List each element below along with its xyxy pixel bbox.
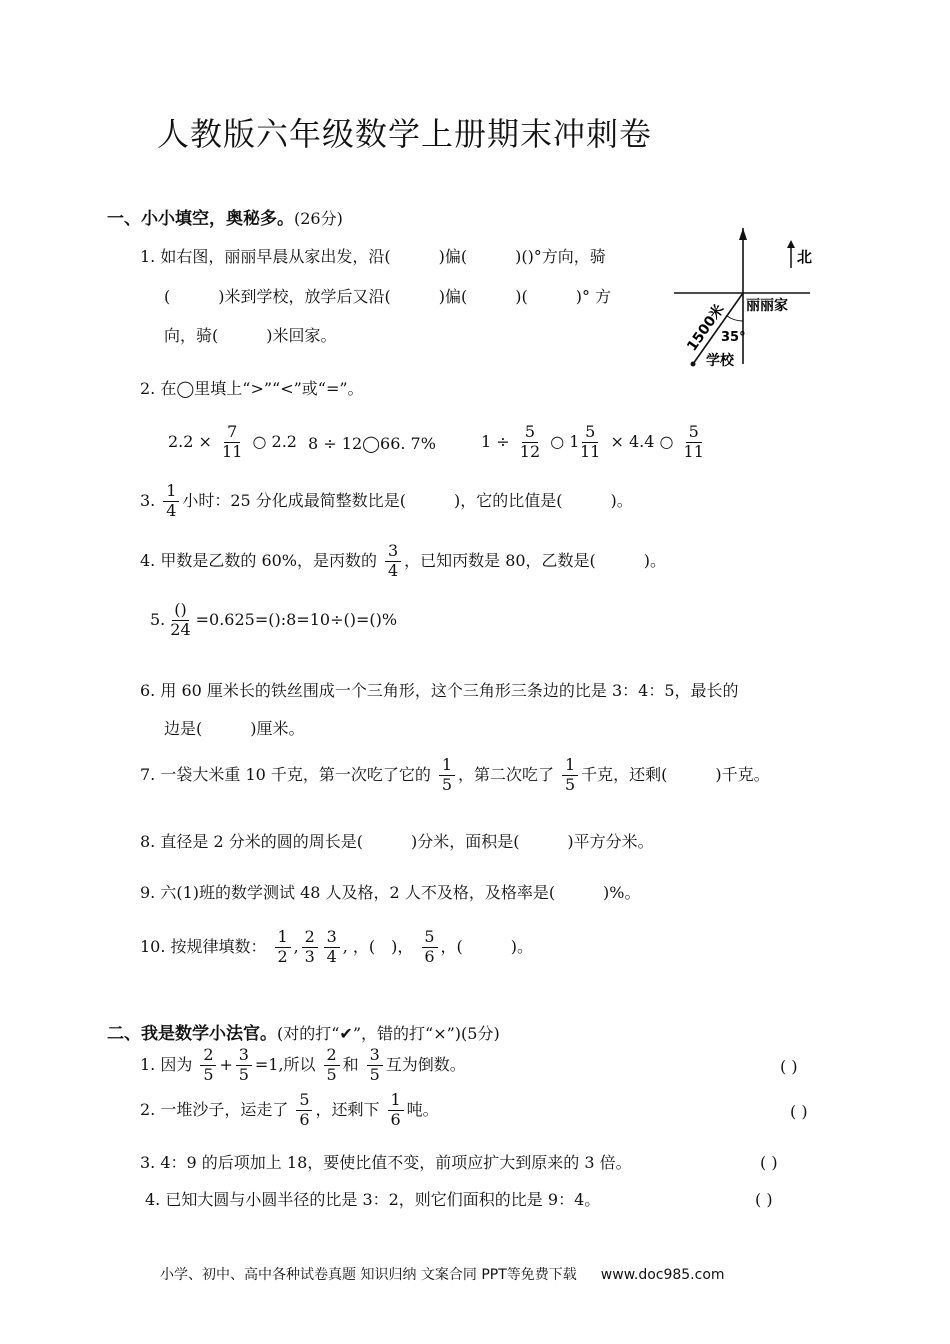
question-4-text-a: 4. 甲数是乙数的 60%，是丙数的 xyxy=(140,550,378,570)
question-1-line-2: ( )米到学校，放学后又沿( )偏( )( )° 方 xyxy=(164,287,612,306)
judge-question-4: 4. 已知大圆与小圆半径的比是 3：2，则它们面积的比是 9：4。 xyxy=(145,1190,601,1209)
question-10-text-c: ，( )。 xyxy=(440,936,533,956)
judge-1-text-b: =1,所以 xyxy=(254,1054,316,1074)
judge-3-answer-box[interactable]: ( ) xyxy=(760,1153,778,1172)
fraction-1-6: $\frac{1}{6}$ xyxy=(388,1092,404,1129)
section-1-heading xyxy=(107,211,343,228)
fraction-3-4-seq: $\frac{3}{4}$ xyxy=(324,929,340,966)
judge-1-answer-box[interactable]: ( ) xyxy=(780,1057,798,1076)
question-6-line-2: 边是( )厘米。 xyxy=(164,719,305,738)
question-3-number: 3. xyxy=(140,490,156,510)
judge-question-3: 3. 4：9 的后项加上 18，要使比值不变，前项应扩大到原来的 3 倍。 xyxy=(140,1153,632,1172)
north-arrowhead-icon xyxy=(787,240,795,248)
fraction-5-11-b: $\frac{5}{11}$ xyxy=(683,422,704,461)
question-7-text-b: ，第二次吃了 xyxy=(457,764,554,784)
question-7-text-a: 7. 一袋大米重 10 千克，第一次吃了它的 xyxy=(140,764,431,784)
judge-1-plus: + xyxy=(219,1054,233,1074)
judge-1-text-c: 和 xyxy=(342,1054,359,1074)
question-3-text: 小时：25 分化成最简整数比是( )，它的比值是( )。 xyxy=(182,490,633,510)
angle-label: 35° xyxy=(721,330,746,345)
section-1-score: (26分) xyxy=(294,209,343,228)
question-6-line-1: 6. 用 60 厘米长的铁丝围成一个三角形，这个三角形三条边的比是 3：4：5，最长的 xyxy=(140,681,739,700)
comparison-2: 8 ÷ 12◯66. 7% xyxy=(308,434,436,453)
comparison-1-right: ○ 2.2 xyxy=(252,431,297,451)
comparison-1 xyxy=(168,424,297,461)
judge-2-text-a: 2. 一堆沙子，运走了 xyxy=(140,1099,289,1119)
fraction-1-5-a: $\frac{1}{5}$ xyxy=(439,757,455,794)
judge-1-text-a: 1. 因为 xyxy=(140,1054,193,1074)
question-4-text-b: ，已知丙数是 80，乙数是( )。 xyxy=(404,550,667,570)
judge-question-2 xyxy=(140,1092,439,1129)
fraction-5-6-seq: $\frac{5}{6}$ xyxy=(422,929,438,966)
fraction-3-5-b: $\frac{3}{5}$ xyxy=(367,1047,383,1084)
question-5-number: 5. xyxy=(150,609,166,629)
fraction-1-5-b: $\frac{1}{5}$ xyxy=(562,757,578,794)
north-label: 北 xyxy=(797,248,813,266)
question-1-line-3: 向，骑( )米回家。 xyxy=(164,326,337,345)
question-4 xyxy=(140,543,666,580)
question-9: 9. 六(1)班的数学测试 48 人及格，2 人不及格，及格率是( )%。 xyxy=(140,883,641,902)
section-1-title: 一、小小填空，奥秘多。 xyxy=(107,209,294,229)
question-3 xyxy=(140,483,633,520)
fraction-blank-24: $\frac{()}{24}$ xyxy=(170,600,191,639)
question-7 xyxy=(140,757,770,794)
section-2-heading xyxy=(107,1026,500,1043)
comparison-3-right: ○ 1 xyxy=(550,431,580,451)
comparison-4 xyxy=(575,424,709,461)
question-2-prompt: 2. 在◯里填上“>”“<”或“=”。 xyxy=(140,379,364,398)
comparison-1-left: 2.2 × xyxy=(168,431,212,451)
question-1-line-1: 1. 如右图，丽丽早晨从家出发，沿( )偏( )()°方向，骑 xyxy=(140,247,606,266)
comparison-3 xyxy=(481,424,579,461)
direction-diagram xyxy=(670,226,830,376)
fraction-7-11: $\frac{7}{11}$ xyxy=(222,422,243,461)
page-footer xyxy=(160,1268,725,1282)
section-2-title: 二、我是数学小法官。 xyxy=(107,1024,277,1044)
question-10: 10. 按规律填数： $\frac{1}{2}$ , $\frac{2}{3}$ $\frac{3}{4}$ , ，( )， $\frac{5}{6}$ ，( )。 xyxy=(140,927,533,966)
school-label: 学校 xyxy=(706,353,734,369)
question-5 xyxy=(150,602,397,639)
question-8: 8. 直径是 2 分米的圆的周长是( )分米，面积是( )平方分米。 xyxy=(140,832,654,851)
fraction-2-5-a: $\frac{2}{5}$ xyxy=(200,1047,216,1084)
judge-2-text-c: 吨。 xyxy=(406,1099,439,1119)
question-10-text-b: ，( )， xyxy=(352,936,414,956)
judge-2-text-b: ，还剩下 xyxy=(315,1099,380,1119)
fraction-2-5-b: $\frac{2}{5}$ xyxy=(324,1047,340,1084)
fraction-5-11-a: $\frac{5}{11}$ xyxy=(580,422,601,461)
fraction-5-12: $\frac{5}{12}$ xyxy=(519,422,541,461)
question-10-text-a: 10. 按规律填数： xyxy=(140,936,267,956)
judge-question-1 xyxy=(140,1047,466,1084)
school-point xyxy=(691,362,696,367)
judge-4-answer-box[interactable]: ( ) xyxy=(755,1190,773,1209)
fraction-1-2: $\frac{1}{2}$ xyxy=(275,929,291,966)
question-5-text: =0.625=():8=10÷()=()% xyxy=(195,609,398,629)
page-title: 人教版六年级数学上册期末冲刺卷 xyxy=(157,115,653,153)
home-label: 丽丽家 xyxy=(746,298,788,314)
footer-text: 小学、初中、高中各种试卷真题 知识归纳 文案合同 PPT等免费下载 xyxy=(160,1267,577,1283)
fraction-2-3: $\frac{2}{3}$ xyxy=(302,929,318,966)
section-2-instructions: (对的打“✔”，错的打“×”)(5分) xyxy=(277,1024,500,1043)
footer-website-link[interactable]: www.doc985.com xyxy=(600,1267,725,1283)
fraction-5-6: $\frac{5}{6}$ xyxy=(296,1092,312,1129)
comparison-4-middle: × 4.4 ○ xyxy=(610,431,674,451)
judge-1-text-d: 互为倒数。 xyxy=(385,1054,466,1074)
comparison-3-left: 1 ÷ xyxy=(481,431,510,451)
fraction-3-5-a: $\frac{3}{5}$ xyxy=(236,1047,252,1084)
fraction-3-4: $\frac{3}{4}$ xyxy=(385,543,401,580)
fraction-1-4: $\frac{1}{4}$ xyxy=(163,483,179,520)
distance-label: 1500米 xyxy=(684,301,728,355)
angle-arc xyxy=(727,316,743,321)
diagram-axis-arrow xyxy=(739,228,747,240)
question-7-text-c: 千克，还剩( )千克。 xyxy=(581,764,770,784)
judge-2-answer-box[interactable]: ( ) xyxy=(790,1102,808,1121)
